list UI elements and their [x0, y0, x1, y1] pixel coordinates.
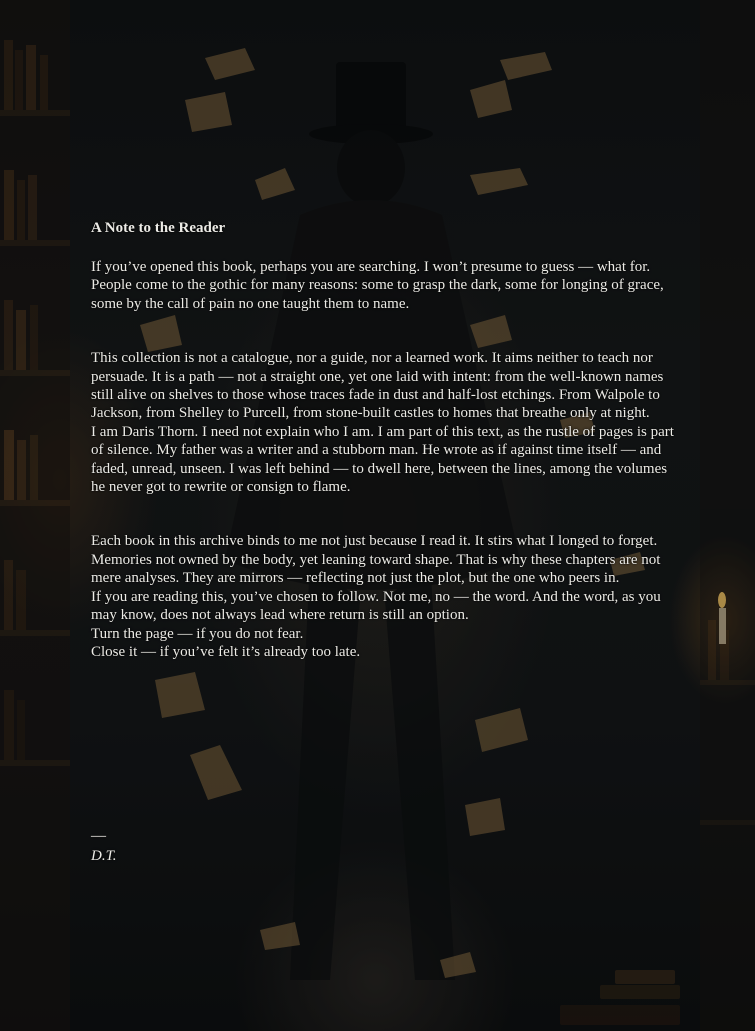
note-paragraph-2	[91, 349, 721, 496]
note-line: Turn the page — if you do not fear.	[91, 625, 304, 642]
note-line: faded, unread, unseen. I was left behind — to dwell here, between the lines, among the volumes	[91, 460, 668, 477]
note-line: of silence. My father was a writer and a stubborn man. He wrote as if against time itself — and	[91, 442, 662, 459]
note-line: he never got to rewrite or consign to flame.	[91, 479, 351, 496]
note-line: may know, does not always lead where return is still an option.	[91, 607, 469, 624]
note-line: mere analyses. They are mirrors — reflecting not just the plot, but the one who peers in.	[91, 570, 620, 587]
note-line: Memories not owned by the body, yet leaning toward shape. That is why these chapters are not	[91, 551, 661, 568]
note-paragraph-1	[91, 258, 721, 313]
note-line: People come to the gothic for many reasons: some to grasp the dark, some for longing of grace,	[91, 277, 664, 294]
note-line: still alive on shelves to those whose traces fade in dust and half-lost etchings. From Walpole to	[91, 387, 660, 404]
note-heading: A Note to the Reader	[91, 220, 226, 236]
signature-initials: D.T.	[91, 848, 117, 864]
note-line: persuade. It is a path — not a straight one, yet one laid with intent: from the well-known names	[91, 368, 664, 385]
reader-note	[91, 219, 721, 661]
note-line: Each book in this archive binds to me not just because I read it. It stirs what I longed to forget.	[91, 533, 658, 550]
note-line: If you are reading this, you’ve chosen to follow. Not me, no — the word. And the word, as you	[91, 588, 661, 605]
note-line: If you’ve opened this book, perhaps you are searching. I won’t presume to guess — what for.	[91, 259, 651, 275]
note-line: This collection is not a catalogue, nor a guide, nor a learned work. It aims neither to teach nor	[91, 350, 653, 367]
note-line: some by the call of pain no one taught them to name.	[91, 295, 410, 312]
signature-dash: —	[91, 828, 106, 844]
note-line: Jackson, from Shelley to Purcell, from stone-built castles to homes that breathe only at night.	[91, 405, 650, 422]
note-line: Close it — if you’ve felt it’s already too late.	[91, 643, 361, 660]
note-line: I am Daris Thorn. I need not explain who I am. I am part of this text, as the rustle of pages is part	[91, 423, 674, 440]
note-paragraph-3	[91, 532, 721, 661]
signature	[91, 826, 117, 866]
